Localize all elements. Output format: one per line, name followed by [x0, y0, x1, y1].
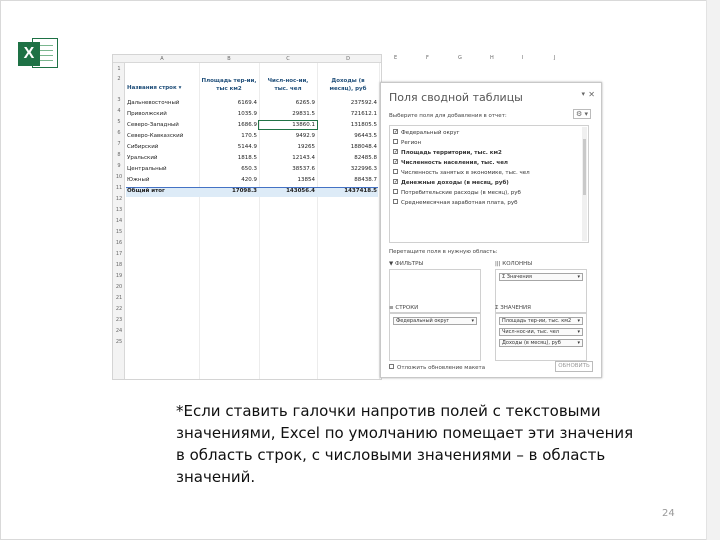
pivot-population-header: Числ-нос-ии, тыс. чел [267, 78, 309, 92]
rows-field-pill[interactable]: Федеральный округ ▾ [393, 317, 477, 325]
row-label[interactable]: Центральный [127, 166, 167, 172]
field-salary[interactable]: Среднемесячная заработная плата, руб [393, 200, 517, 206]
field-area[interactable]: ✓ Площадь территории, тыс. км2 [394, 149, 502, 156]
row-header[interactable]: 25 [115, 339, 123, 345]
hidden-columns-strip [382, 54, 692, 80]
row-header[interactable]: 18 [115, 262, 123, 268]
slide-edge [706, 0, 720, 540]
row-header[interactable]: 24 [115, 328, 123, 334]
field-list-scrollbar[interactable] [582, 127, 587, 241]
area-value[interactable]: 5144.9 [237, 144, 257, 150]
income-value[interactable]: 322996.3 [350, 166, 377, 172]
update-button[interactable]: ОБНОВИТЬ [555, 361, 593, 372]
row-header[interactable]: 2 [117, 76, 121, 82]
checkbox-icon[interactable] [393, 199, 398, 204]
row-header[interactable]: 17 [115, 251, 123, 257]
row-label[interactable]: Сибирский [127, 144, 159, 150]
spreadsheet [112, 54, 382, 380]
field-expenses[interactable]: Потребительские расходы (в месяц), руб [393, 190, 521, 196]
drag-fields-label: Перетащите поля в нужную область: [389, 249, 498, 255]
selected-cell[interactable] [258, 120, 318, 130]
column-header[interactable]: A [160, 56, 164, 62]
area-value[interactable]: 170.5 [241, 133, 257, 139]
values-field-pill[interactable]: Доходы (в месяц), руб ▾ [499, 339, 583, 347]
row-label[interactable]: Северо-Западный [127, 122, 179, 128]
pivot-income-header: Доходы (в месяц), руб [329, 78, 367, 92]
defer-update-option[interactable]: Отложить обновление макета [389, 365, 485, 371]
slide-note: *Если ставить галочки напротив полей с текстовыми значениями, Excel по умолчанию помещает эти значения в область строк, с числовыми значениями – в область значений. [176, 402, 634, 486]
checkbox-checked-icon[interactable]: ✓ [394, 129, 399, 135]
area-value[interactable]: 650.3 [241, 166, 257, 172]
row-header[interactable]: 11 [115, 185, 123, 191]
population-value[interactable]: 6265.9 [295, 100, 315, 106]
area-value[interactable]: 6169.4 [237, 100, 257, 106]
values-field-pill[interactable]: Числ-нос-ии, тыс. чел ▾ [499, 328, 583, 336]
column-header[interactable]: G [458, 55, 462, 61]
total-area[interactable]: 17098.3 [231, 188, 257, 194]
total-label[interactable]: Общий итог [127, 188, 165, 194]
row-header[interactable]: 21 [115, 295, 123, 301]
income-value[interactable]: 88438.7 [354, 177, 377, 183]
population-value[interactable]: 9492.9 [295, 133, 315, 139]
area-value[interactable]: 1686.9 [237, 122, 257, 128]
pivot-area-header: Площадь тер-ии, тыс км2 [201, 78, 257, 92]
dropdown-arrow-icon: ▾ [471, 318, 474, 324]
row-header[interactable]: 1 [117, 66, 121, 72]
row-header[interactable]: 22 [115, 306, 123, 312]
column-header[interactable]: J [554, 55, 556, 61]
columns-area-label: ||| КОЛОННЫ [495, 261, 533, 267]
population-value[interactable]: 38537.6 [292, 166, 315, 172]
field-population[interactable]: ✓ Численность населения, тыс. чел [394, 159, 508, 166]
row-header[interactable]: 20 [115, 284, 123, 290]
income-value[interactable]: 131805.5 [350, 122, 377, 128]
values-area-label: Σ ЗНАЧЕНИЯ [495, 305, 531, 311]
income-value[interactable]: 237592.4 [350, 100, 377, 106]
row-header[interactable]: 10 [115, 174, 123, 180]
checkbox-checked-icon[interactable]: ✓ [394, 159, 399, 165]
checkbox-icon[interactable] [393, 169, 398, 174]
population-value[interactable]: 13860.1 [292, 122, 315, 128]
row-header[interactable]: 7 [117, 141, 121, 147]
population-value[interactable]: 19265 [297, 144, 315, 150]
total-population[interactable]: 143056.4 [286, 188, 315, 194]
row-header[interactable]: 5 [117, 119, 121, 125]
column-header[interactable]: F [426, 55, 429, 61]
grid-line [259, 63, 260, 379]
total-income[interactable]: 1437418.5 [344, 188, 377, 194]
row-header[interactable]: 9 [117, 163, 121, 169]
row-header[interactable]: 14 [115, 218, 123, 224]
column-header[interactable]: I [522, 55, 524, 61]
values-field-pill[interactable]: Площадь тер-ии, тыс. км2 ▾ [499, 317, 583, 325]
row-header[interactable]: 15 [115, 229, 123, 235]
row-label[interactable]: Южный [127, 177, 150, 183]
pivot-field-list-panel [380, 82, 602, 378]
population-value[interactable]: 29831.5 [292, 111, 315, 117]
checkbox-icon[interactable] [389, 364, 394, 369]
income-value[interactable]: 96443.5 [354, 133, 377, 139]
grid-line [199, 63, 200, 379]
row-header[interactable]: 3 [117, 97, 121, 103]
population-value[interactable]: 12143.4 [292, 155, 315, 161]
column-headers [113, 55, 381, 63]
income-value[interactable]: 82485.8 [354, 155, 377, 161]
row-header[interactable]: 4 [117, 108, 121, 114]
rows-drop-area[interactable] [389, 313, 481, 361]
page-number: 24 [662, 508, 675, 519]
rows-area-label: ≡ СТРОКИ [389, 305, 419, 311]
dropdown-arrow-icon: ▾ [577, 340, 580, 346]
row-label[interactable]: Уральский [127, 155, 158, 161]
row-header[interactable]: 23 [115, 317, 123, 323]
values-drop-area[interactable] [495, 313, 587, 361]
dropdown-arrow-icon: ▾ [577, 329, 580, 335]
checkbox-checked-icon[interactable]: ✓ [394, 179, 399, 185]
close-icon[interactable]: ✕ [588, 90, 595, 99]
collapse-icon[interactable]: ▾ [581, 90, 585, 98]
checkbox-icon[interactable] [393, 189, 398, 194]
grid-line [317, 63, 318, 379]
checkbox-icon[interactable] [393, 139, 398, 144]
pivot-row-labels-header[interactable]: Названия строк ▾ [127, 85, 182, 91]
column-header[interactable]: E [394, 55, 398, 61]
checkbox-checked-icon[interactable]: ✓ [394, 149, 399, 155]
column-header[interactable]: C [286, 56, 290, 62]
income-value[interactable]: 721612.1 [350, 111, 377, 117]
choose-fields-label: Выберите поля для добавления в отчет: [389, 113, 507, 119]
row-header[interactable]: 12 [115, 196, 123, 202]
panel-title: Поля сводной таблицы [389, 91, 523, 104]
column-header[interactable]: H [490, 55, 494, 61]
dropdown-arrow-icon: ▾ [577, 274, 580, 280]
area-value[interactable]: 420.9 [241, 177, 257, 183]
row-label[interactable]: Дальневосточный [127, 100, 180, 106]
excel-logo-icon: X [18, 36, 60, 70]
field-federal-district[interactable]: ✓ Федеральный округ [394, 129, 460, 136]
row-label[interactable]: Приволжский [127, 111, 167, 117]
row-header[interactable]: 13 [115, 207, 123, 213]
income-value[interactable]: 188048.4 [350, 144, 377, 150]
column-header[interactable]: B [227, 56, 231, 62]
row-header[interactable]: 19 [115, 273, 123, 279]
field-list [389, 125, 589, 243]
gear-icon[interactable]: ⚙ ▾ [573, 109, 591, 119]
row-header[interactable]: 8 [117, 152, 121, 158]
population-value[interactable]: 13854 [297, 177, 315, 183]
field-region[interactable]: Регион [393, 140, 421, 146]
area-value[interactable]: 1818.5 [237, 155, 257, 161]
dropdown-arrow-icon: ▾ [577, 318, 580, 324]
row-label[interactable]: Северо-Кавказский [127, 133, 184, 139]
row-headers [113, 63, 125, 379]
column-header[interactable]: D [346, 56, 350, 62]
filters-area-label: ▼ ФИЛЬТРЫ [389, 261, 424, 267]
field-employed[interactable]: Численность занятых в экономике, тыс. чел [393, 170, 530, 176]
row-header[interactable]: 6 [117, 130, 121, 136]
columns-field-pill[interactable]: Σ Значения ▾ [499, 273, 583, 281]
area-value[interactable]: 1035.9 [237, 111, 257, 117]
row-header[interactable]: 16 [115, 240, 123, 246]
field-income[interactable]: ✓ Денежные доходы (в месяц, руб) [394, 179, 509, 186]
